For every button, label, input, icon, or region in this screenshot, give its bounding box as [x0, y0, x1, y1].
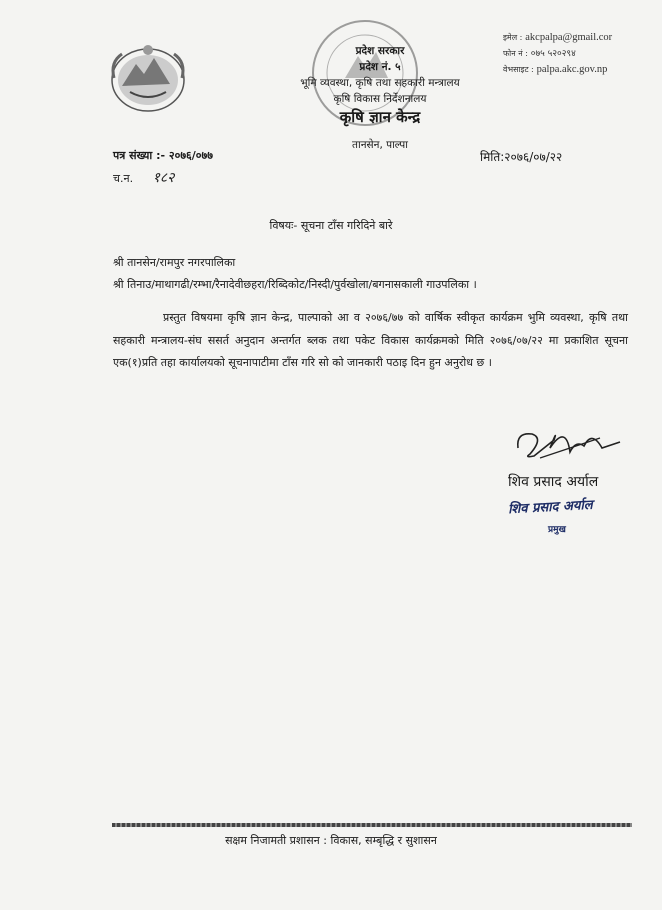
stamp-name: शिव प्रसाद अर्याल	[507, 497, 594, 518]
ministry-name: भूमि व्यवस्था, कृषि तथा सहकारी मन्त्रालय	[300, 77, 460, 89]
letter-body	[113, 307, 628, 375]
phone-value: ०७५ ५२०२९४	[530, 49, 576, 59]
phone-label: फोन नं :	[503, 49, 528, 58]
stamp-title: प्रमुख	[548, 525, 566, 535]
letter-number-value: २०७६/०७७	[168, 149, 213, 162]
letterhead	[255, 14, 505, 152]
directorate-name: कृषि विकास निर्देशनालय	[333, 93, 427, 105]
date-value: २०७६/०७/२२	[504, 150, 563, 164]
seal-text-1: प्रदेश सरकार	[355, 45, 405, 57]
email-value: akcpalpa@gmail.cor	[525, 32, 613, 43]
date-label: मिति:	[480, 150, 505, 164]
dispatch-label: च.न.	[113, 172, 134, 185]
recipient-2: श्री तिनाउ/माथागढी/रम्भा/रैनादेवीछहरा/रिब्दिकोट/निस्दी/पुर्वखोला/बगनासकाली गाउपलिका ।	[113, 278, 477, 291]
government-emblem-icon	[108, 42, 188, 114]
recipient-1: श्री तानसेन/रामपुर नगरपालिका	[113, 256, 236, 269]
seal-text-2: प्रदेश नं. ५	[359, 61, 401, 73]
office-name: कृषि ज्ञान केन्द्र	[339, 108, 421, 126]
letter-number-label: पत्र संख्या :-	[113, 149, 166, 162]
email-label: इमेल :	[503, 33, 523, 42]
footer-motto: सक्षम निजामती प्रशासन : विकास, सम्बृद्धि र सुशासन	[225, 834, 437, 847]
subject-line: विषयः- सूचना टाँस गरिदिने बारे	[269, 219, 393, 232]
dispatch-value: १८२	[152, 170, 175, 186]
handwritten-signature-icon	[510, 418, 630, 468]
website-label: वेभसाइट :	[503, 65, 534, 74]
contact-info	[503, 30, 612, 78]
dispatch-number	[113, 168, 174, 187]
office-location: तानसेन, पाल्पा	[351, 139, 408, 151]
website-value: palpa.akc.gov.np	[536, 64, 608, 75]
signatory-name: शिव प्रसाद अर्याल	[508, 474, 599, 490]
letter-number	[113, 148, 213, 163]
footer-divider	[112, 823, 632, 827]
letter-date	[480, 148, 562, 165]
body-paragraph: प्रस्तुत विषयमा कृषि ज्ञान केन्द्र, पाल्पाको आ व २०७६/७७ को वार्षिक स्वीकृत कार्यक्रम भुमि व्यवस्था, कृषि तथा सहकारी मन्त्रालय-संघ ससर्त अनुदान अन्तर्गत ब्लक तथा पकेट विकास कार्यक्रमको मिति २०७६/०७/२२ मा प्रकाशित सूचना एक(१)प्रति तहा कार्यालयको सूचनापाटीमा टाँस गरि सो को जानकारी पठाइ दिन हुन अनुरोध छ ।	[113, 311, 628, 369]
